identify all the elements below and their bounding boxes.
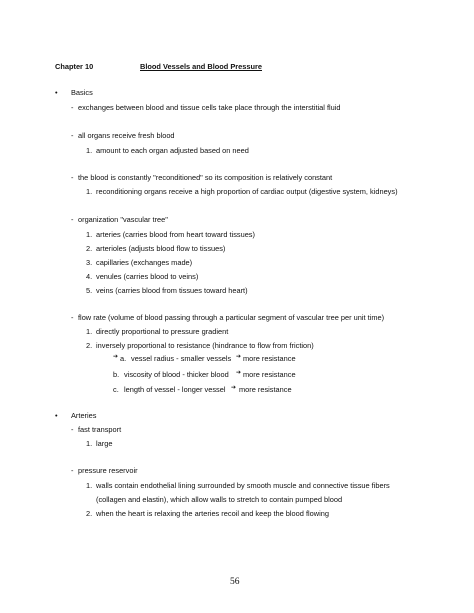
list-number: 1. [86,187,93,196]
list-letter: a. [120,354,127,363]
basics-organization: organization "vascular tree" [78,215,168,224]
basics-organs-fresh-1: amount to each organ adjusted based on need [96,146,249,155]
arrow-icon: ➔ [236,354,242,360]
flow-item-1: directly proportional to pressure gradient [96,327,229,336]
org-item: veins (carries blood from tissues toward heart) [96,286,248,295]
org-item: venules (carries blood to veins) [96,272,199,281]
basics-reconditioned: the blood is constantly "reconditioned" so its composition is relatively constant [78,173,333,182]
list-number: 5. [86,286,93,295]
dash: - [71,313,74,322]
basics-flow-rate: flow rate (volume of blood passing through a particular segment of vascular tree per unit time) [78,313,385,322]
resistance-item: length of vessel - longer vessel [124,385,226,394]
dash: - [71,425,74,434]
basics-exchange: exchanges between blood and tissue cells take place through the interstitial fluid [78,103,341,112]
list-number: 2. [86,341,93,350]
list-number: 1. [86,327,93,336]
list-number: 2. [86,509,93,518]
list-number: 1. [86,439,93,448]
chapter-label: Chapter 10 [55,62,94,71]
list-letter: b. [113,370,120,379]
reservoir-item-2: when the heart is relaxing the arteries recoil and keep the blood flowing [96,509,329,518]
org-item: capillaries (exchanges made) [96,258,193,267]
basics-organs-fresh: all organs receive fresh blood [78,131,175,140]
more-resistance: more resistance [243,370,296,379]
arteries-fast: fast transport [78,425,122,434]
dash: - [71,173,74,182]
dash: - [71,466,74,475]
list-number: 4. [86,272,93,281]
bullet: • [55,411,58,420]
org-item: arterioles (adjusts blood flow to tissues) [96,244,226,253]
basics-reconditioned-1: reconditioning organs receive a high proportion of cardiac output (digestive system, kidneys) [96,187,398,196]
section-heading-basics: Basics [71,88,93,97]
list-number: 3. [86,258,93,267]
arteries-reservoir: pressure reservoir [78,466,138,475]
arrow-icon: ➔ [231,385,237,391]
arrow-icon: ➔ [236,370,242,376]
dash: - [71,103,74,112]
arteries-fast-1: large [96,439,113,448]
dash: - [71,215,74,224]
resistance-item: viscosity of blood - thicker blood [124,370,229,379]
reservoir-item-1b: (collagen and elastin), which allow walls to stretch to contain pumped blood [96,495,343,504]
list-letter: c. [113,385,119,394]
bullet: • [55,88,58,97]
chapter-title: Blood Vessels and Blood Pressure [140,62,262,71]
arrow-icon: ➔ [113,354,119,360]
org-item: arteries (carries blood from heart toward tissues) [96,230,255,239]
list-number: 2. [86,244,93,253]
dash: - [71,131,74,140]
list-number: 1. [86,481,93,490]
flow-item-2: inversely proportional to resistance (hindrance to flow from friction) [96,341,314,350]
list-number: 1. [86,146,93,155]
list-number: 1. [86,230,93,239]
more-resistance: more resistance [243,354,296,363]
resistance-item: vessel radius - smaller vessels [131,354,232,363]
reservoir-item-1a: walls contain endothelial lining surrounded by smooth muscle and connective tissue fibers [96,481,390,490]
page-number: 56 [230,577,240,587]
section-heading-arteries: Arteries [71,411,97,420]
more-resistance: more resistance [239,385,292,394]
